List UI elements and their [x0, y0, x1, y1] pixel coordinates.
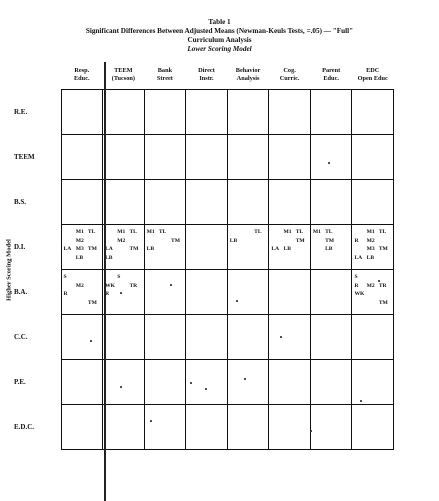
difference-mark: M2 — [366, 237, 375, 244]
difference-mark: LA — [105, 246, 113, 252]
grid-cell — [310, 315, 352, 360]
difference-mark: LB — [366, 254, 375, 261]
grid-cell — [61, 90, 103, 135]
difference-mark: M1 — [283, 229, 292, 235]
table-row — [14, 90, 394, 135]
cell-marks — [105, 228, 142, 262]
difference-mark: M1 — [366, 229, 375, 235]
grid-cell — [227, 405, 269, 450]
column-header-line2: Educ. — [323, 74, 339, 82]
scan-speck — [120, 292, 122, 294]
grid-cell — [227, 135, 269, 180]
column-header-line1: EDC — [366, 67, 380, 74]
grid-cell — [103, 405, 145, 450]
column-header-line2: Instr. — [199, 74, 214, 82]
difference-mark: R — [354, 237, 359, 244]
difference-mark: TL — [325, 229, 333, 235]
difference-mark: LB — [75, 254, 84, 261]
grid-cell — [269, 360, 311, 405]
cell-marks — [64, 228, 101, 262]
cell-marks — [230, 228, 267, 245]
significance-grid — [14, 67, 394, 450]
row-label: B.A. — [14, 288, 28, 296]
difference-mark: TM — [87, 299, 97, 306]
difference-mark: R — [354, 282, 359, 289]
difference-mark: LB — [105, 254, 113, 261]
higher-model-label: Higher Scoring Model — [5, 239, 13, 301]
grid-cell — [352, 405, 394, 450]
grid-cell — [352, 90, 394, 135]
difference-mark: R — [63, 291, 68, 297]
grid-cell — [310, 360, 352, 405]
cell-marks — [354, 228, 391, 262]
difference-mark: R — [105, 291, 110, 297]
grid-body — [14, 90, 394, 450]
difference-mark: M2 — [75, 282, 84, 289]
scan-speck — [205, 388, 207, 390]
grid-cell — [352, 135, 394, 180]
grid-cell — [144, 225, 186, 270]
grid-cell — [352, 180, 394, 225]
grid-cell — [144, 135, 186, 180]
grid-cell — [310, 270, 352, 315]
row-label: D.I. — [14, 243, 26, 251]
column-header-line1: Parent — [322, 67, 341, 74]
difference-mark: LB — [229, 237, 238, 244]
table-title: Table 1 — [208, 18, 231, 26]
grid-cell — [227, 270, 269, 315]
column-header — [186, 67, 228, 90]
row-label: R.E. — [14, 108, 28, 116]
column-header-line1: Direct — [198, 67, 215, 74]
lower-model-label: Lower Scoring Model — [187, 45, 252, 53]
difference-mark: M1 — [312, 229, 321, 235]
difference-mark: TR — [378, 282, 387, 289]
grid-cell — [310, 225, 352, 270]
column-header — [144, 67, 186, 90]
difference-mark: TM — [171, 237, 181, 244]
grid-cell — [61, 405, 103, 450]
difference-mark: TM — [87, 246, 97, 252]
difference-mark: M3 — [366, 246, 375, 252]
grid-cell — [269, 225, 311, 270]
column-header-line2: Open Educ — [357, 74, 388, 82]
grid-cell — [186, 90, 228, 135]
scan-speck — [120, 386, 122, 388]
column-header-line2: (Tucson) — [111, 74, 135, 82]
difference-mark: WK — [354, 291, 365, 297]
table-row — [14, 315, 394, 360]
column-header-line1: Cog. — [283, 67, 296, 74]
grid-cell — [186, 225, 228, 270]
grid-cell — [310, 135, 352, 180]
difference-mark: M2 — [75, 237, 84, 244]
column-header-line1: Behavior — [235, 67, 261, 74]
grid-cell — [269, 135, 311, 180]
difference-mark: TL — [87, 229, 96, 235]
row-label: E.D.C. — [14, 423, 35, 431]
difference-mark: TL — [254, 229, 262, 235]
column-header-line1: TEEM — [114, 67, 133, 74]
difference-mark: WK — [105, 282, 116, 289]
row-label: P.E. — [14, 378, 26, 386]
grid-cell — [227, 360, 269, 405]
table-row — [14, 225, 394, 270]
grid-cell — [103, 360, 145, 405]
grid-cell — [144, 180, 186, 225]
difference-mark: M3 — [75, 246, 84, 252]
difference-mark: TL — [378, 229, 387, 235]
column-header-line2: Educ. — [73, 74, 90, 82]
cell-marks — [271, 228, 308, 254]
grid-cell — [144, 405, 186, 450]
grid-cell — [144, 270, 186, 315]
table-row — [14, 360, 394, 405]
column-header — [310, 67, 352, 90]
grid-cell — [61, 270, 103, 315]
scan-speck — [360, 400, 362, 402]
row-label: TEEM — [14, 153, 35, 161]
difference-mark: TL — [295, 229, 304, 235]
grid-cell — [352, 360, 394, 405]
grid-cell — [144, 90, 186, 135]
scan-line — [104, 62, 106, 501]
column-header — [61, 67, 103, 90]
column-header-row — [14, 67, 394, 90]
grid-cell — [352, 225, 394, 270]
grid-cell — [269, 315, 311, 360]
difference-mark: M1 — [146, 229, 155, 235]
scan-speck — [280, 336, 282, 338]
column-header — [227, 67, 269, 90]
scan-speck — [328, 162, 330, 164]
cell-marks — [147, 228, 184, 254]
difference-mark: S — [63, 274, 67, 280]
grid-cell — [103, 270, 145, 315]
difference-mark: M2 — [366, 282, 375, 289]
column-header-line2: Analysis — [236, 74, 260, 82]
grid-cell — [310, 405, 352, 450]
grid-cell — [352, 315, 394, 360]
column-header — [103, 67, 145, 90]
table-caption — [0, 18, 439, 54]
grid-cell — [103, 90, 145, 135]
grid-cell — [61, 180, 103, 225]
grid-cell — [61, 225, 103, 270]
grid-cell — [227, 315, 269, 360]
difference-mark: TL — [158, 229, 167, 235]
table-subtitle-2: Curriculum Analysis — [187, 36, 252, 44]
grid-cell — [310, 90, 352, 135]
grid-cell — [269, 180, 311, 225]
grid-cell — [352, 270, 394, 315]
scan-speck — [90, 340, 92, 342]
cell-marks — [313, 228, 350, 254]
difference-mark: LA — [271, 246, 280, 252]
difference-mark: TM — [378, 246, 388, 252]
difference-mark: TR — [129, 282, 138, 289]
grid-cell — [103, 180, 145, 225]
grid-cell — [103, 225, 145, 270]
scan-speck — [310, 430, 312, 432]
row-label: C.C. — [14, 333, 28, 341]
difference-mark: LB — [283, 246, 291, 252]
column-header — [352, 67, 394, 90]
grid-cell — [61, 135, 103, 180]
column-header-line2: Curric. — [279, 74, 300, 82]
difference-mark: M1 — [117, 229, 126, 235]
scan-speck — [170, 284, 172, 286]
grid-cell — [186, 315, 228, 360]
column-header-line1: Bank — [157, 67, 173, 74]
cell-marks — [64, 273, 101, 307]
grid-cell — [61, 360, 103, 405]
table-row — [14, 180, 394, 225]
grid-cell — [227, 225, 269, 270]
difference-mark: LA — [63, 246, 72, 252]
grid-cell — [269, 405, 311, 450]
grid-cell — [186, 405, 228, 450]
grid-cell — [227, 180, 269, 225]
table-row — [14, 270, 394, 315]
grid-cell — [227, 90, 269, 135]
grid-cell — [144, 360, 186, 405]
grid-cell — [61, 315, 103, 360]
scan-speck — [236, 300, 238, 302]
column-header-line2: Street — [156, 74, 173, 82]
grid-cell — [186, 135, 228, 180]
scan-speck — [378, 280, 380, 282]
column-header-line1: Resp. — [74, 67, 90, 74]
grid-cell — [269, 90, 311, 135]
column-header — [269, 67, 311, 90]
difference-mark: LB — [325, 246, 333, 252]
difference-mark: M1 — [75, 229, 84, 235]
difference-mark: TM — [129, 246, 139, 252]
difference-mark: S — [117, 274, 121, 280]
grid-cell — [144, 315, 186, 360]
scan-speck — [244, 378, 246, 380]
table-row — [14, 405, 394, 450]
cell-marks — [354, 273, 391, 307]
grid-cell — [310, 180, 352, 225]
grid-cell — [186, 270, 228, 315]
difference-mark: M2 — [117, 237, 126, 244]
difference-mark: TM — [378, 299, 388, 306]
difference-mark: TL — [129, 229, 137, 235]
scan-speck — [150, 420, 152, 422]
table-subtitle: Significant Differences Between Adjusted Means (Newman-Keuls Tests, =.05) — "Full" — [85, 27, 354, 35]
difference-mark: TM — [295, 237, 305, 244]
grid-cell — [269, 270, 311, 315]
scan-speck — [190, 382, 192, 384]
grid-cell — [103, 135, 145, 180]
row-label: B.S. — [14, 198, 27, 206]
table-row — [14, 135, 394, 180]
difference-mark: S — [354, 274, 358, 280]
difference-mark: LA — [354, 254, 363, 261]
grid-cell — [186, 360, 228, 405]
grid-cell — [186, 180, 228, 225]
difference-mark: TM — [325, 237, 335, 244]
corner-cell — [14, 67, 61, 90]
grid-cell — [103, 315, 145, 360]
difference-mark: LB — [146, 246, 155, 252]
cell-marks — [105, 273, 142, 299]
